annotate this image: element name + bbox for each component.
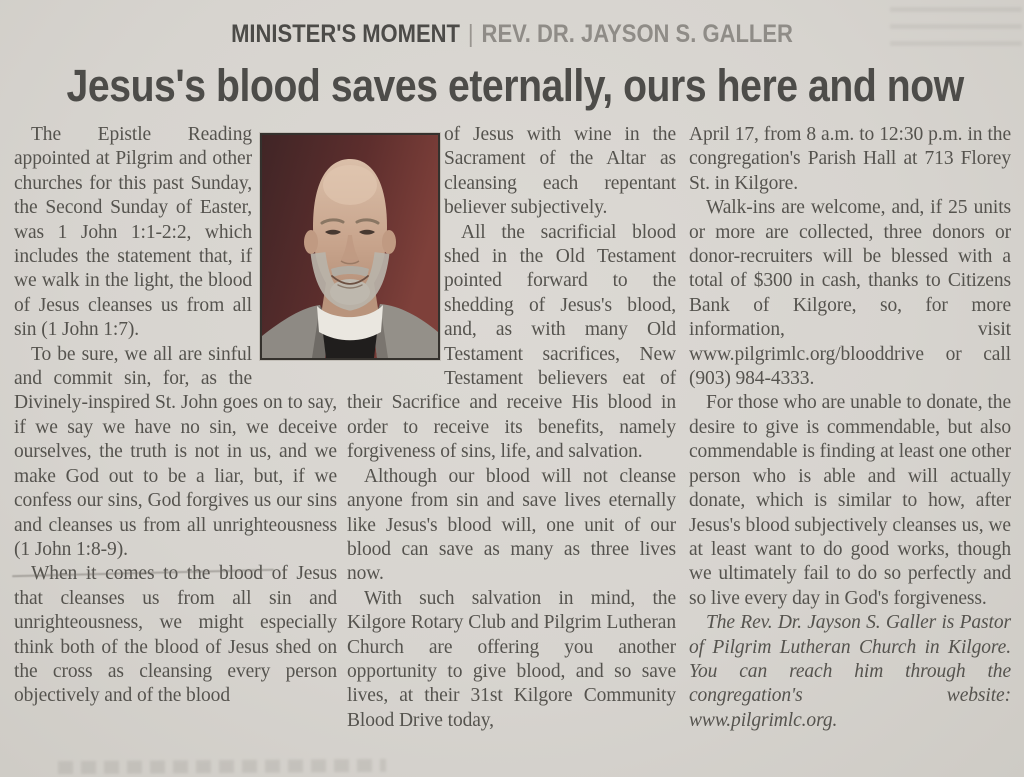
- kicker-title: MINISTER'S MOMENT: [231, 20, 460, 48]
- photo-wrap-spacer-col1: [252, 123, 337, 387]
- paragraph: Walk-ins are welcome, and, if 25 units or more are collected, three donors or donor-recruiters will be blessed with a total of $300 in cash, thanks to Citizens Bank of Kilgore, so, for more information, visit www.pilgrimlc.org/blooddrive or call (903) 984-4333.: [689, 197, 1011, 390]
- paragraph: April 17, from 8 a.m. to 12:30 p.m. in the congregation's Parish Hall at 713 Florey St. in Kilgore.: [689, 124, 1011, 194]
- kicker-separator: |: [467, 20, 474, 48]
- paragraph: Although our blood will not cleanse anyone from sin and save lives eternally like Jesus's blood will, one unit of our blood can save as many as three lives now.: [347, 465, 676, 585]
- kicker: [61, 20, 962, 49]
- column-3: [689, 123, 1011, 733]
- column-2: [347, 123, 676, 733]
- paragraph: All the sacrificial blood shed in the Old Testament pointed forward to the shedding of Jesus's blood, and, as with many Old Testament sacrifices, New Testament believers eat of their Sacrifice and receive His blood in order to receive its benefits, namely forgiveness of sins, life, and salvation.: [347, 221, 676, 463]
- photo-wrap-spacer-col2: [347, 123, 444, 387]
- column-1: [14, 123, 337, 709]
- paragraph: With such salvation in mind, the Kilgore Rotary Club and Pilgrim Lutheran Church are offering you another opportunity to give blood, and so save lives, at their 31st Kilgore Community Blood Drive today,: [347, 587, 676, 731]
- paragraph: The Epistle Reading appointed at Pilgrim and other churches for this past Sunday, the Second Sunday of Easter, was 1 John 1:1-2:2, which includes the statement that, if we walk in the light, the blood of Jesus cleanses us from all sin (1 John 1:7).: [14, 124, 252, 341]
- headline: Jesus's blood saves eternally, ours here and now: [66, 60, 964, 111]
- paragraph: For those who are unable to donate, the desire to give is commendable, but also commendable is finding at least one other person who is able and will actually donate, which is similar to how, after Jesus's blood subjectively cleanses us, we at least want to do good works, though we ultimately fail to do so perfectly and so live every day in God's forgiveness.: [689, 392, 1011, 609]
- paragraph: of Jesus with wine in the Sacrament of the Altar as cleansing each repentant believer subjectively.: [444, 124, 676, 219]
- bleed-through-text-bottom-left: [58, 759, 386, 774]
- kicker-author: REV. DR. JAYSON S. GALLER: [481, 20, 793, 48]
- paragraph: To be sure, we all are sinful and commit sin, for, as the Divinely-inspired St. John goes on to say, if we say we have no sin, we deceive ourselves, the truth is not in us, and we make God out to be a liar, but, if we confess our sins, God forgives us our sins and cleanses us from all unrighteousness (1 John 1:8-9).: [14, 343, 337, 560]
- author-byline: The Rev. Dr. Jayson S. Galler is Pastor of Pilgrim Lutheran Church in Kilgore. You can reach him through the congregation's website: www.pilgrimlc.org.: [689, 612, 1011, 731]
- paragraph: When it comes to the blood of Jesus that cleanses us from all sin and unrighteousness, we might especially think both of the blood of Jesus shed on the cross as cleansing every person objectively and of the blood: [14, 563, 337, 707]
